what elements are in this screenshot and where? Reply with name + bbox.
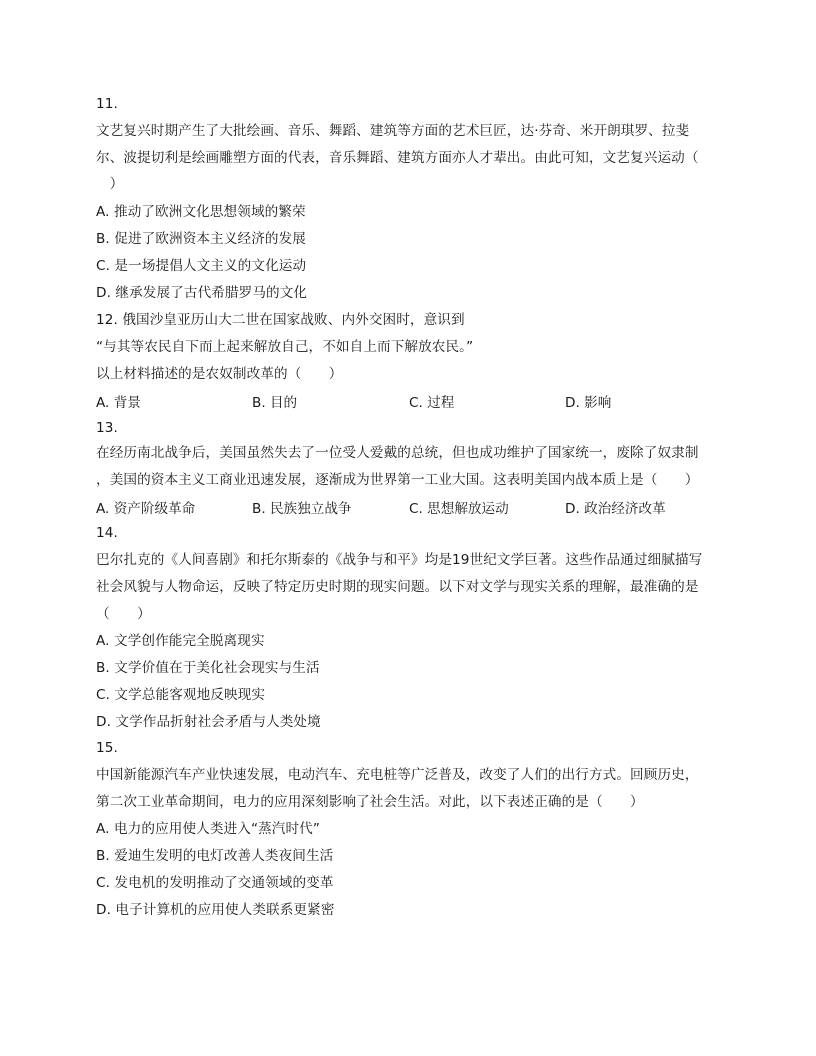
q14-option-a: A. 文学创作能完全脱离现实 — [96, 633, 265, 649]
q14-stem-line-1: 巴尔扎克的《人间喜剧》和托尔斯泰的《战争与和平》均是19世纪文学巨著。这些作品通过细腻描写 — [96, 552, 703, 568]
q15-option-b: B. 爱迪生发明的电灯改善人类夜间生活 — [96, 848, 334, 864]
q11-stem-line-1: 文艺复兴时期产生了大批绘画、音乐、舞蹈、建筑等方面的艺术巨匠，达·芬奇、米开朗琪罗、拉斐 — [96, 123, 690, 139]
q15-number: 15. — [96, 740, 118, 756]
q12-quote: “与其等农民自下而上起来解放自己，不如自上而下解放农民。” — [96, 339, 474, 355]
q15-option-d: D. 电子计算机的应用使人类联系更紧密 — [96, 902, 335, 918]
q11-option-c: C. 是一场提倡人文主义的文化运动 — [96, 258, 307, 274]
q15-option-a: A. 电力的应用使人类进入“蒸汽时代” — [96, 821, 320, 837]
q11-option-b: B. 促进了欧洲资本主义经济的发展 — [96, 231, 306, 247]
q12-option-b: B. 目的 — [252, 395, 298, 411]
q14-stem-line-3: （ ） — [96, 606, 151, 622]
q13-option-a: A. 资产阶级革命 — [96, 501, 196, 517]
q13-option-d: D. 政治经济改革 — [565, 501, 666, 517]
q14-number: 14. — [96, 525, 118, 541]
q15-stem-line-2: 第二次工业革命期间，电力的应用深刻影响了社会生活。对此，以下表述正确的是（ ） — [96, 794, 644, 810]
q12-option-a: A. 背景 — [96, 395, 141, 411]
q11-option-a: A. 推动了欧洲文化思想领域的繁荣 — [96, 204, 306, 220]
q13-number: 13. — [96, 420, 118, 436]
q13-stem-line-1: 在经历南北战争后，美国虽然失去了一位受人爱戴的总统，但也成功维护了国家统一，废除了奴隶制 — [96, 445, 699, 461]
q11-stem-line-2: 尔、波提切利是绘画雕塑方面的代表，音乐舞蹈、建筑方面亦人才辈出。由此可知，文艺复兴运动（ — [96, 150, 699, 166]
q12-option-d: D. 影响 — [565, 395, 612, 411]
q15-option-c: C. 发电机的发明推动了交通领域的变革 — [96, 875, 334, 891]
q14-option-c: C. 文学总能客观地反映现实 — [96, 687, 266, 703]
q14-option-d: D. 文学作品折射社会矛盾与人类处境 — [96, 714, 321, 730]
q13-stem-line-2: ，美国的资本主义工商业迅速发展，逐渐成为世界第一工业大国。这表明美国内战本质上是（ ） — [96, 472, 699, 488]
q12-stem-line-1: 12. 俄国沙皇亚历山大二世在国家战败、内外交困时，意识到 — [96, 312, 465, 328]
q14-stem-line-2: 社会风貌与人物命运，反映了特定历史时期的现实问题。以下对文学与现实关系的理解，最准确的是 — [96, 579, 699, 595]
q14-option-b: B. 文学价值在于美化社会现实与生活 — [96, 660, 320, 676]
q11-number: 11. — [96, 96, 118, 112]
q12-option-c: C. 过程 — [409, 395, 455, 411]
q15-stem-line-1: 中国新能源汽车产业快速发展，电动汽车、充电桩等广泛普及，改变了人们的出行方式。回顾历史， — [96, 767, 699, 783]
q11-stem-line-3: ） — [96, 176, 124, 192]
q13-option-c: C. 思想解放运动 — [409, 501, 509, 517]
q13-option-b: B. 民族独立战争 — [252, 501, 352, 517]
q12-stem-line-3: 以上材料描述的是农奴制改革的（ ） — [96, 366, 343, 382]
q11-option-d: D. 继承发展了古代希腊罗马的文化 — [96, 285, 308, 301]
